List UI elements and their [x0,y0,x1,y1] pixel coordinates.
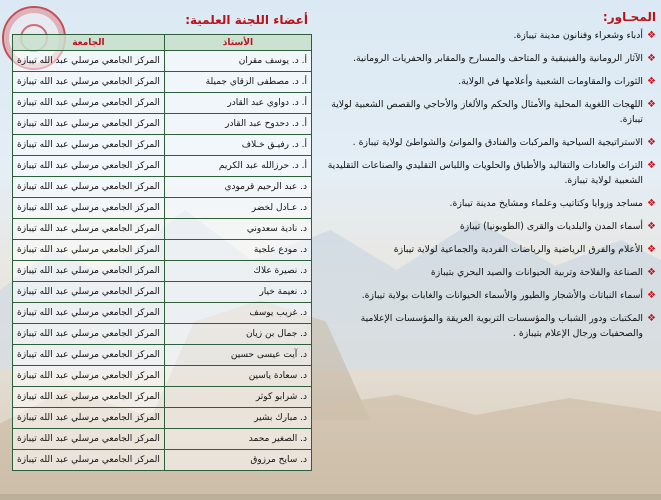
member-name: د. نعيمة خيار [164,282,311,303]
bullet-icon: ❖ [647,53,656,64]
member-name: د. سايح مرزوق [164,450,311,471]
bullet-icon: ❖ [647,290,656,301]
theme-text: الآثار الرومانية والفينيقية و المتاحف والمسارح والمقابر والحفريات الرومانية. [353,53,643,64]
table-row [13,303,312,324]
list-item [322,97,656,127]
member-university: المركز الجامعي مرسلي عبد الله تيبازة [13,114,165,135]
member-name: أ. د. مصطفى الزقاي جميلة [164,72,311,93]
theme-text: الثورات والمقاومات الشعبية وأعلامها في الولاية. [458,76,643,87]
table-row [13,93,312,114]
bullet-icon: ❖ [647,313,656,324]
table-row [13,156,312,177]
member-name: د. عـادل لخضر [164,198,311,219]
member-name: د. الصغير محمد [164,429,311,450]
header-university: الجامعة [13,35,165,51]
list-item [322,219,656,234]
member-university: المركز الجامعي مرسلي عبد الله تيبازة [13,240,165,261]
table-row [13,72,312,93]
theme-text: أسماء النباتات والأشجار والطيور والأسماء الحيوانات والغابات بولاية تيبازة. [361,290,643,301]
list-item [322,196,656,211]
committee-title: أعضاء اللجنة العلمية: [185,13,308,27]
member-name: د. غريب يوسف [164,303,311,324]
bullet-icon: ❖ [647,244,656,255]
theme-text: الاستراتيجية السياحية والمركبات والفنادق والموانئ والشواطئ لولاية تيبازة . [352,137,643,148]
member-name: د. نادية سعدوني [164,219,311,240]
member-name: د. آيت عيسى حسين [164,345,311,366]
bullet-icon: ❖ [647,160,656,171]
bullet-icon: ❖ [647,137,656,148]
member-name: د. عبد الرحيم قرمودي [164,177,311,198]
theme-text: أدباء وشعراء وفنانون مدينة تيبازة. [513,30,643,41]
member-name: د. مبارك بشير [164,408,311,429]
member-university: المركز الجامعي مرسلي عبد الله تيبازة [13,450,165,471]
list-item [322,311,656,341]
table-row [13,282,312,303]
table-row [13,345,312,366]
bullet-icon: ❖ [647,30,656,41]
member-name: د. جمال بن زيان [164,324,311,345]
bullet-icon: ❖ [647,76,656,87]
member-university: المركز الجامعي مرسلي عبد الله تيبازة [13,72,165,93]
member-university: المركز الجامعي مرسلي عبد الله تيبازة [13,387,165,408]
member-name: د. شرابو كوثر [164,387,311,408]
member-university: المركز الجامعي مرسلي عبد الله تيبازة [13,366,165,387]
member-university: المركز الجامعي مرسلي عبد الله تيبازة [13,177,165,198]
bullet-icon: ❖ [647,267,656,278]
member-name: د. سعادة ياسين [164,366,311,387]
member-university: المركز الجامعي مرسلي عبد الله تيبازة [13,156,165,177]
header-professor: الأستاذ [164,35,311,51]
theme-text: الصناعة والفلاحة وتربية الحيوانات والصيد البحري بتيبازة [430,267,643,278]
member-university: المركز الجامعي مرسلي عبد الله تيبازة [13,345,165,366]
theme-text: اللهجات اللغوية المحلية والأمثال والحكم والألغاز والأحاجي والقصص الشعبية لولاية تيبازة. [331,99,643,125]
bullet-icon: ❖ [647,198,656,209]
table-row [13,261,312,282]
table-row [13,135,312,156]
theme-text: الأعلام والفرق الرياضية والرياضات الفردية والجماعية لولاية تيبازة [393,244,643,255]
list-item [322,51,656,66]
bullet-icon: ❖ [647,99,656,110]
member-university: المركز الجامعي مرسلي عبد الله تيبازة [13,93,165,114]
table-row [13,198,312,219]
table-row [13,387,312,408]
member-name: أ. د. حرزالله عبد الكريم [164,156,311,177]
table-row [13,51,312,72]
list-item [322,158,656,188]
list-item [322,242,656,257]
theme-text: مساجد وزوايا وكتاتيب وعلماء ومشايخ مدينة تيبازة. [449,198,643,209]
theme-text: المكتبات ودور الشباب والمؤسسات التربوية العريقة والمؤسسات الإعلامية والصحفيات ورجال الإعلام بتيبازة . [360,313,643,339]
table-row [13,408,312,429]
member-name: د. نصيرة علاك [164,261,311,282]
table-row [13,366,312,387]
table-row [13,219,312,240]
committee-header-row [13,35,312,51]
member-university: المركز الجامعي مرسلي عبد الله تيبازة [13,261,165,282]
table-row [13,429,312,450]
list-item [322,288,656,303]
member-name: أ. د. دحدوح عبد القادر [164,114,311,135]
themes-title: المحـاور: [602,10,656,24]
committee-table [12,34,312,471]
member-university: المركز الجامعي مرسلي عبد الله تيبازة [13,429,165,450]
theme-text: التراث والعادات والتقاليد والأطباق والحلويات واللباس التقليدي والصناعات التقليدية الشعبية لولاية تيبازة. [327,160,643,186]
theme-text: أسماء المدن والبلديات والقرى (الطوبونيا) تيبازة [459,221,643,232]
list-item [322,265,656,280]
member-name: د. مودع علجية [164,240,311,261]
member-name: أ. د. رفيـق خـلاف [164,135,311,156]
member-university: المركز الجامعي مرسلي عبد الله تيبازة [13,282,165,303]
table-row [13,240,312,261]
bullet-icon: ❖ [647,221,656,232]
member-university: المركز الجامعي مرسلي عبد الله تيبازة [13,219,165,240]
table-row [13,450,312,471]
member-university: المركز الجامعي مرسلي عبد الله تيبازة [13,303,165,324]
member-name: أ. د. دواوي عبد القادر [164,93,311,114]
member-university: المركز الجامعي مرسلي عبد الله تيبازة [13,198,165,219]
member-university: المركز الجامعي مرسلي عبد الله تيبازة [13,324,165,345]
member-university: المركز الجامعي مرسلي عبد الله تيبازة [13,408,165,429]
themes-list [322,28,656,341]
table-row [13,114,312,135]
member-university: المركز الجامعي مرسلي عبد الله تيبازة [13,51,165,72]
list-item [322,135,656,150]
table-row [13,177,312,198]
themes-section [322,10,656,349]
list-item [322,28,656,43]
list-item [322,74,656,89]
member-university: المركز الجامعي مرسلي عبد الله تيبازة [13,135,165,156]
table-row [13,324,312,345]
member-name: أ. د. يوسف مقران [164,51,311,72]
